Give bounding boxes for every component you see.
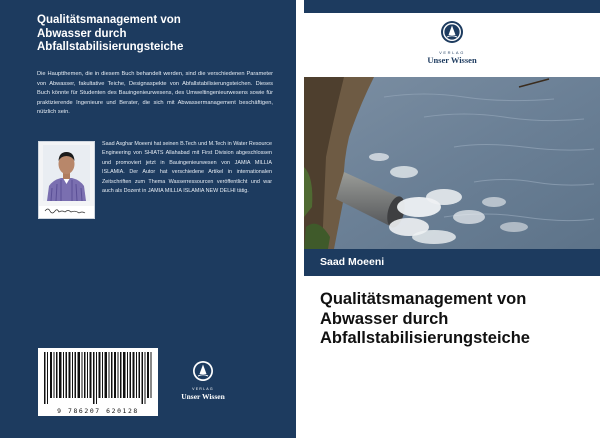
author-name: Saad Moeeni <box>320 256 385 268</box>
back-logo-name: Unser Wissen <box>181 392 225 401</box>
top-strip <box>304 0 600 13</box>
back-cover-title: Qualitätsmanagement von Abwasser durch Abfallstabilisierungsteiche <box>37 14 184 53</box>
back-cover-blurb: Die Hauptthemen, die in diesem Buch behandelt werden, sind die verschiedenen Parameter von Abwasser, fakultative Teiche, Designaspekte von Abfallstabilisierungsteichen. Dieses Buch könnte für Studenten des Bauingenieurwesens, des Umweltingenieurwesens sowie für praktizierende Ingenieure und Berater, die sich mit Abwassermanagement beschäftigen, nützlich sein. <box>37 71 273 116</box>
author-bio: Saad Asghar Moeeni hat seinen B.Tech und M.Tech in Water Resource Engineering von SHIATS Allahabad mit First Division abgeschlossen und promoviert jetzt in Bauingenieurwesen von JAMIA MILLIA ISLAMIA. Der Autor hat verschiedene Artikel in internationalen Zeitschriften zum Thema Wasserressourcen veröffentlicht und war auch als Dozent in JAMIA MILLIA ISLAMIA NEW DELHI tätig. <box>102 141 272 195</box>
front-publisher-logo <box>414 20 490 70</box>
barcode-digits: 9 786207 620128 <box>57 407 139 415</box>
barcode <box>38 348 158 416</box>
publisher-logo-icon <box>192 360 214 382</box>
back-logo-verlag: VERLAG <box>192 387 214 391</box>
sewage-outfall-photo <box>304 77 600 249</box>
front-cover <box>304 0 600 438</box>
back-cover <box>0 0 296 438</box>
publisher-logo-icon <box>440 20 464 44</box>
front-cover-title: Qualitätsmanagement von Abwasser durch Abfallstabilisierungsteiche <box>320 290 530 347</box>
front-logo-name: Unser Wissen <box>427 55 477 65</box>
back-publisher-logo <box>168 360 238 410</box>
barcode-icon <box>38 348 158 408</box>
author-band <box>304 249 600 276</box>
front-logo-verlag: VERLAG <box>439 50 465 55</box>
author-photo <box>38 141 95 219</box>
spine <box>296 0 304 438</box>
